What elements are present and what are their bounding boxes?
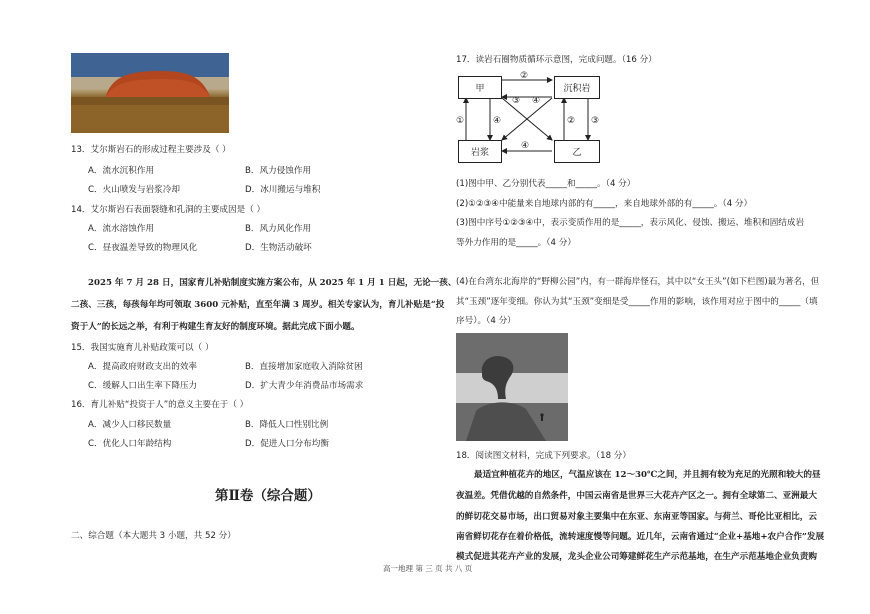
q18-paragraph-line-5: 模式促进其花卉产业的发展，龙头企业公司筹建鲜花生产示范基地，在生产示范基地企业负责购 <box>456 552 817 562</box>
q17-part-4c: 序号）。（4 分） <box>456 316 516 326</box>
arrow-label-4-center: ④ <box>532 96 541 106</box>
q15-stem: 15．我国实施育儿补贴政策可以（ ） <box>71 343 214 353</box>
q15-option-a: A．提高政府财政支出的效率 <box>88 362 198 372</box>
page-footer: 高一地理 第 三 页 共 八 页 <box>383 564 473 573</box>
q18-paragraph-line-2: 夜温差。凭借优越的自然条件，中国云南省是世界三大花卉产区之一。拥有全球第二、亚洲最大 <box>456 491 817 501</box>
node-sedimentary-rock: 沉积岩 <box>554 76 600 99</box>
uluru-photo <box>71 53 229 133</box>
q17-part-4a: (4)在台湾东北海岸的“野柳公园”内，有一群海岸怪石，其中以“女王头”(如下栏图)最为著名，但 <box>456 277 820 287</box>
q18-paragraph-line-4: 南省鲜切花存在着价格低，流转速度慢等问题。近几年，云南省通过“企业+基地+农户合作”发展 <box>456 532 825 542</box>
section-subtitle: 二、综合题（本大题共 3 小题，共 52 分） <box>71 531 236 541</box>
q18-paragraph-line-1: 最适宜种植花卉的地区，气温应该在 12～30℃之间，并且拥有较为充足的光照和较大的昼 <box>474 470 821 480</box>
q13-option-d: D．冰川搬运与堆积 <box>245 185 321 195</box>
q15-option-d: D．扩大青少年消费品市场需求 <box>245 381 364 391</box>
arrow-label-4-bottom: ④ <box>521 141 530 151</box>
passage-line-1: 2025 年 7 月 28 日，国家育儿补贴制度实施方案公布，从 2025 年 1 月 1 日起，无论一孩、 <box>88 278 457 288</box>
arrow-label-3-center: ③ <box>512 96 521 106</box>
rock-cycle-diagram <box>456 71 602 164</box>
q13-option-a: A．流水沉积作用 <box>88 166 155 176</box>
arrow-label-3-right: ③ <box>591 116 600 126</box>
arrow-label-2-top: ② <box>520 71 529 81</box>
arrow-label-1-left: ① <box>456 116 465 126</box>
arrow-label-4-left: ④ <box>493 116 502 126</box>
q14-option-c: C．昼夜温差导致的物理风化 <box>88 243 198 253</box>
q16-option-a: A．减少人口移民数量 <box>88 420 172 430</box>
q16-stem: 16．育儿补贴“投资于人”的意义主要在于（ ） <box>71 400 249 410</box>
node-magma: 岩浆 <box>458 140 502 163</box>
passage-line-2: 二孩、三孩，每孩每年均可领取 3600 元补贴，直至年满 3 周岁。相关专家认为，育儿补贴是“投 <box>71 300 445 310</box>
q14-option-d: D．生物活动破坏 <box>245 243 312 253</box>
node-jia: 甲 <box>458 76 502 99</box>
q18-paragraph-line-3: 的鲜切花交易市场，出口贸易对象主要集中在东亚、东南亚等国家。与荷兰、哥伦比亚相比，云 <box>456 512 817 522</box>
q16-option-c: C．优化人口年龄结构 <box>88 439 172 449</box>
q17-part-2: (2)①②③④中能量来自地球内部的有_____，来自地球外部的有_____。（4 分） <box>456 199 753 209</box>
q15-option-c: C．缓解人口出生率下降压力 <box>88 381 198 391</box>
q16-option-d: D．促进人口分布均衡 <box>245 439 329 449</box>
q17-part-4b: 其“玉颈”逐年变细。你认为其“玉颈”变细是受_____作用的影响，该作用对应于图中的_____（填 <box>456 297 818 307</box>
arrow-label-2-right: ② <box>567 116 576 126</box>
q13-stem: 13．艾尔斯岩石的形成过程主要涉及（ ） <box>71 145 231 155</box>
q17-part-3a: (3)图中序号①②③④中，表示变质作用的是_____，表示风化、侵蚀、搬运、堆积和固结成岩 <box>456 218 805 228</box>
q17-stem: 17．读岩石圈物质循环示意图，完成问题。（16 分） <box>456 55 657 65</box>
q16-option-b: B．降低人口性别比例 <box>245 420 329 430</box>
q15-option-b: B．直接增加家庭收入消除贫困 <box>245 362 363 372</box>
node-yi: 乙 <box>554 140 600 163</box>
queens-head-rock-photo <box>456 333 568 441</box>
q18-stem: 18．阅读图文材料，完成下列要求。（18 分） <box>456 451 631 461</box>
q13-option-b: B．风力侵蚀作用 <box>245 166 312 176</box>
section-title: 第Ⅱ卷（综合题） <box>215 488 321 504</box>
q14-option-a: A．流水溶蚀作用 <box>88 224 155 234</box>
passage-line-3: 资于人”的长远之举，有利于构建生育友好的制度环境。据此完成下面小题。 <box>71 322 360 332</box>
q13-option-c: C．火山喷发与岩浆冷却 <box>88 185 180 195</box>
q17-part-3b: 等外力作用的是_____。（4 分） <box>456 238 576 248</box>
q14-stem: 14．艾尔斯岩石表面裂缝和孔洞的主要成因是（ ） <box>71 205 266 215</box>
q17-part-1: (1)图中甲、乙分别代表_____和_____。（4 分） <box>456 179 636 189</box>
q14-option-b: B．风力风化作用 <box>245 224 312 234</box>
